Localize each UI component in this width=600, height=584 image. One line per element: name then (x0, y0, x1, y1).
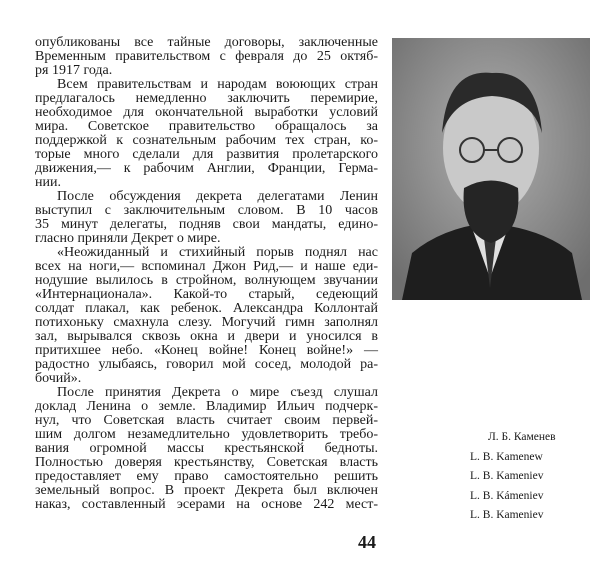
text-line: радостно улыбаясь, говорил мой сосед, молодой ра- (35, 357, 378, 372)
text-line: нодушие вылилось в стройном, волнующем звучании (35, 273, 378, 288)
caption-line: L. B. Kameniev (470, 470, 544, 482)
text-line: необходимое для окончательной выработки условий (35, 105, 378, 120)
text-line: солдат плакал, как ребенок. Александра Коллонтай (35, 301, 378, 316)
text-line: доклад Ленина о земле. Владимир Ильич подчерк- (35, 399, 378, 414)
text-line: Временным правительством с февраля до 25 октяб- (35, 49, 378, 64)
text-line: нул, что Советская власть считает своим первей- (35, 413, 378, 428)
text-line: поддержкой к сознательным рабочим тех стран, ко- (35, 133, 378, 148)
caption-line: L. B. Kameniev (470, 509, 544, 521)
text-line: опубликованы все тайные договоры, заключенные (35, 35, 378, 50)
text-line: нии. (35, 175, 61, 190)
caption-line: Л. Б. Каменев (488, 431, 556, 443)
text-line: мира. Советское правительство обращалось за (35, 119, 378, 134)
text-line: вания огромной массы крестьянской бедноты. (35, 441, 378, 456)
text-line: ря 1917 года. (35, 63, 113, 78)
text-line: земельный вопрос. В проект Декрета был включен (35, 483, 378, 498)
text-line: После принятия Декрета о мире съезд слушал (57, 385, 378, 400)
text-line: всех на ноги,— вспоминал Джон Рид,— и наше еди- (35, 259, 378, 274)
text-line: выступил с заключительным словом. В 10 часов (35, 203, 378, 218)
portrait-photo (392, 38, 590, 300)
text-line: притихшее небо. «Конец войне! Конец войне!» — (35, 343, 378, 358)
text-line: предлагалось немедленно заключить перемирие, (35, 91, 378, 106)
text-line: торые много сделали для развития пролетарского (35, 147, 378, 162)
text-line: 35 минут делегаты, подняв свои мандаты, едино- (35, 217, 378, 232)
text-line: гласно приняли Декрет о мире. (35, 231, 221, 246)
caption-line: L. B. Kámeniev (470, 489, 544, 502)
photo-captions (470, 428, 590, 526)
text-line: Полностью доверяя крестьянству, Советская власть (35, 455, 378, 470)
text-line: «Неожиданный и стихийный порыв поднял нас (57, 245, 378, 260)
text-line: движения,— к рабочим Англии, Франции, Герма- (35, 161, 378, 176)
page-number: 44 (358, 532, 376, 552)
text-line: потихоньку смахнула слезу. Могучий гимн заполнял (35, 315, 378, 330)
body-text (35, 36, 378, 512)
text-line: бочий». (35, 371, 82, 386)
text-line: «Интернационала». Какой-то старый, седеющий (35, 287, 378, 302)
caption-line: L. B. Kamenew (470, 450, 543, 463)
text-line: зал, вырывался сквозь окна и двери и уносился в (35, 329, 378, 344)
text-line: Всем правительствам и народам воюющих стран (57, 77, 378, 92)
text-line: предоставляет ему право самостоятельно решить (35, 469, 378, 484)
text-line: наказ, составленный эсерами на основе 242 мест- (35, 497, 378, 512)
text-line: После обсуждения декрета делегатами Ленин (57, 189, 378, 204)
text-line: шим долгом незамедлительно удовлетворить требо- (35, 427, 378, 442)
